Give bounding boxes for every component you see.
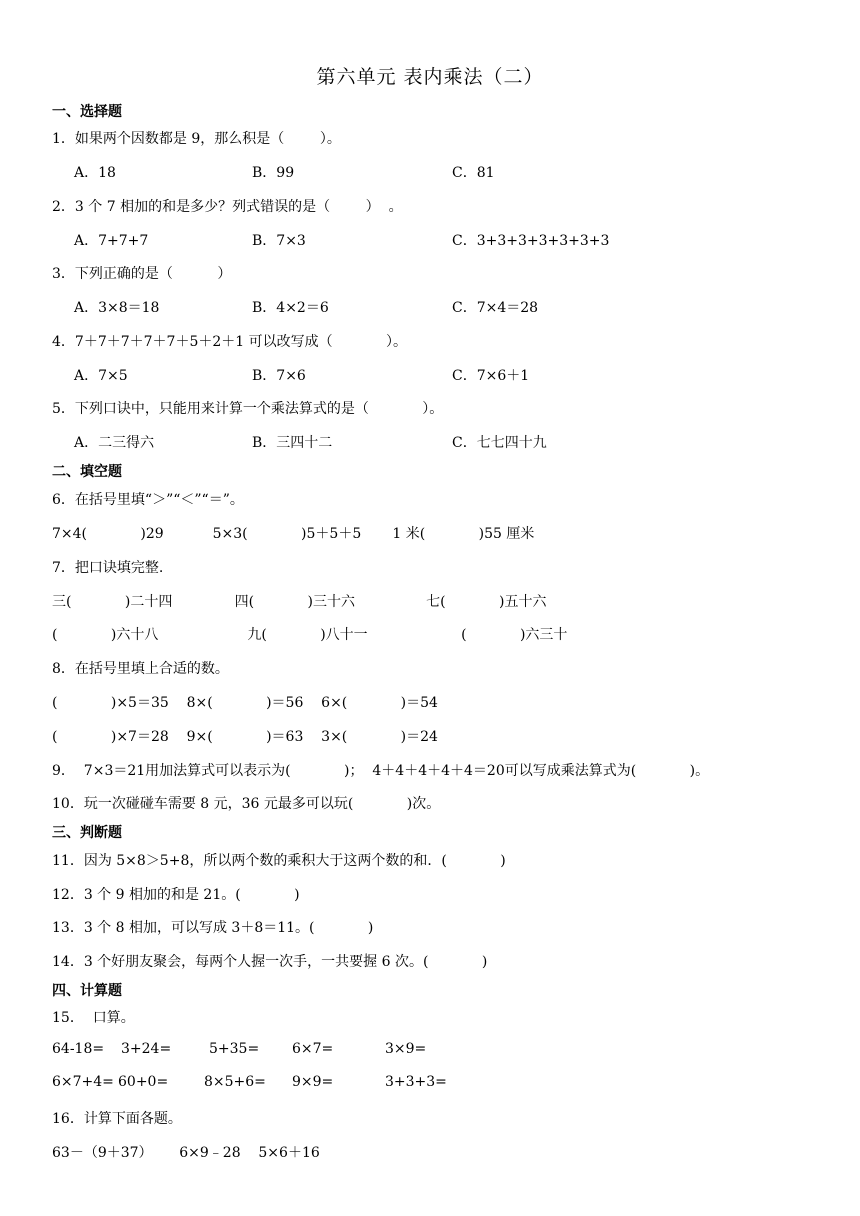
q5-option-c: C．七七四十九 [452, 435, 547, 451]
section-heading-fill: 二、填空题 [52, 464, 122, 480]
q1-option-a: A．18 [74, 165, 116, 181]
question-1: 1．如果两个因数都是 9，那么积是（ ）。 [52, 131, 341, 147]
q3-option-b: B．4×2＝6 [252, 300, 329, 316]
q4-option-b: B．7×6 [252, 368, 306, 384]
q4-option-a: A．7×5 [74, 368, 128, 384]
question-12: 12．3 个 9 相加的和是 21。( ) [52, 887, 300, 903]
mental-calc-item: 64-18= [52, 1041, 105, 1057]
section-heading-calc: 四、计算题 [52, 983, 122, 999]
question-16: 16．计算下面各题。 [52, 1111, 182, 1127]
question-6-blanks: 7×4( )29 5×3( )5＋5＋5 1 米( )55 厘米 [52, 526, 535, 542]
q5-option-a: A．二三得六 [74, 435, 155, 451]
q5-option-b: B．三四十二 [252, 435, 333, 451]
q3-option-c: C．7×4＝28 [452, 300, 539, 316]
mental-calc-item: 60+0= [118, 1074, 169, 1090]
mental-calc-item: 6×7+4= [52, 1074, 114, 1090]
question-7-row-1: 三( )二十四 四( )三十六 七( )五十六 [52, 594, 547, 610]
question-6: 6．在括号里填“＞”“＜”“＝”。 [52, 492, 244, 508]
mental-calc-item: 3+24= [121, 1041, 172, 1057]
section-heading-judge: 三、判断题 [52, 825, 122, 841]
question-8: 8．在括号里填上合适的数。 [52, 661, 229, 677]
question-5: 5．下列口诀中，只能用来计算一个乘法算式的是（ ）。 [52, 401, 444, 417]
question-9: 9． 7×3＝21用加法算式可以表示为( )； 4＋4＋4＋4＋4＝20可以写成乘法算式为( )。 [52, 763, 710, 779]
question-3: 3．下列正确的是（ ） [52, 266, 232, 282]
section-heading-choice: 一、选择题 [52, 104, 122, 120]
question-2: 2．3 个 7 相加的和是多少？列式错误的是（ ） 。 [52, 199, 403, 215]
question-8-row-2: ( )×7＝28 9×( )＝63 3×( )＝24 [52, 729, 438, 745]
page-title: 第六单元 表内乘法（二） [316, 66, 544, 88]
question-13: 13．3 个 8 相加，可以写成 3＋8＝11。( ) [52, 920, 374, 936]
question-16-problems: 63－（9＋37） 6×9﹣28 5×6＋16 [52, 1145, 320, 1161]
q3-option-a: A．3×8＝18 [74, 300, 160, 316]
question-10: 10．玩一次碰碰车需要 8 元，36 元最多可以玩( )次。 [52, 796, 441, 812]
mental-calc-item: 6×7= [292, 1041, 334, 1057]
mental-calc-item: 5+35= [209, 1041, 260, 1057]
question-7: 7．把口诀填完整. [52, 560, 164, 576]
mental-calc-item: 3+3+3= [385, 1074, 447, 1090]
mental-calc-item: 8×5+6= [204, 1074, 266, 1090]
question-8-row-1: ( )×5＝35 8×( )＝56 6×( )＝54 [52, 695, 438, 711]
question-7-row-2: ( )六十八 九( )八十一 ( )六三十 [52, 627, 568, 643]
mental-calc-item: 9×9= [292, 1074, 334, 1090]
question-14: 14．3 个好朋友聚会，每两个人握一次手，一共要握 6 次。( ) [52, 954, 488, 970]
q4-option-c: C．7×6＋1 [452, 368, 530, 384]
mental-calc-item: 3×9= [385, 1041, 427, 1057]
question-4: 4．7＋7＋7＋7＋7＋5＋2＋1 可以改写成（ ）。 [52, 334, 408, 350]
q1-option-b: B．99 [252, 165, 295, 181]
question-15: 15． 口算。 [52, 1010, 135, 1026]
question-11: 11．因为 5×8＞5+8，所以两个数的乘积大于这两个数的和．( ) [52, 853, 506, 869]
q2-option-b: B．7×3 [252, 233, 306, 249]
q2-option-c: C．3+3+3+3+3+3+3 [452, 233, 610, 249]
q1-option-c: C．81 [452, 165, 495, 181]
q2-option-a: A．7+7+7 [74, 233, 149, 249]
